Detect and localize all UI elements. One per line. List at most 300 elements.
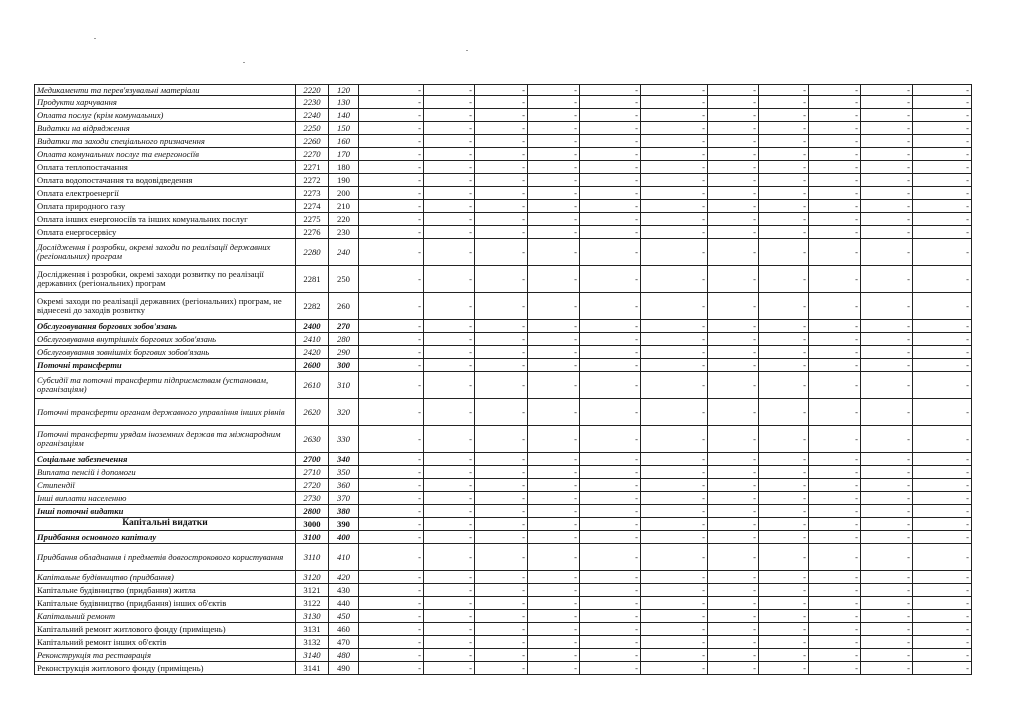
row-line-code: 150 [329, 122, 359, 135]
empty-value-cell [424, 346, 475, 359]
empty-value-cell [708, 109, 759, 122]
row-line-code: 290 [329, 346, 359, 359]
empty-value-cell [809, 597, 861, 610]
empty-value-cell [475, 544, 528, 571]
empty-value-cell [809, 333, 861, 346]
empty-value-cell [359, 584, 424, 597]
row-name: Дослідження і розробки, окремі заходи розвитку по реалізації державних (регіональних) програм [35, 266, 296, 293]
empty-value-cell [809, 346, 861, 359]
empty-value-cell [861, 122, 913, 135]
empty-value-cell [359, 96, 424, 109]
row-line-code: 160 [329, 135, 359, 148]
empty-value-cell [528, 466, 580, 479]
row-kekv-code: 2410 [296, 333, 329, 346]
empty-value-cell [475, 135, 528, 148]
empty-value-cell [528, 636, 580, 649]
table-row [35, 320, 972, 333]
empty-value-cell [759, 346, 809, 359]
table-row [35, 531, 972, 544]
table-row [35, 466, 972, 479]
empty-value-cell [913, 372, 972, 399]
empty-value-cell [359, 293, 424, 320]
empty-value-cell [528, 85, 580, 96]
empty-value-cell [809, 544, 861, 571]
empty-value-cell [580, 346, 641, 359]
row-kekv-code: 2720 [296, 479, 329, 492]
empty-value-cell [424, 96, 475, 109]
empty-value-cell [359, 372, 424, 399]
empty-value-cell [913, 466, 972, 479]
empty-value-cell [759, 531, 809, 544]
empty-value-cell [580, 293, 641, 320]
empty-value-cell [641, 226, 708, 239]
row-kekv-code: 2260 [296, 135, 329, 148]
row-name: Стипендії [35, 479, 296, 492]
empty-value-cell [861, 492, 913, 505]
empty-value-cell [913, 213, 972, 226]
empty-value-cell [809, 122, 861, 135]
empty-value-cell [528, 161, 580, 174]
empty-value-cell [424, 293, 475, 320]
empty-value-cell [641, 213, 708, 226]
empty-value-cell [708, 518, 759, 531]
empty-value-cell [475, 266, 528, 293]
empty-value-cell [359, 518, 424, 531]
empty-value-cell [528, 346, 580, 359]
empty-value-cell [475, 187, 528, 200]
empty-value-cell [580, 174, 641, 187]
empty-value-cell [809, 518, 861, 531]
empty-value-cell [424, 505, 475, 518]
empty-value-cell [913, 174, 972, 187]
empty-value-cell [641, 293, 708, 320]
empty-value-cell [424, 174, 475, 187]
table-row [35, 426, 972, 453]
row-name: Виплата пенсій і допомоги [35, 466, 296, 479]
empty-value-cell [580, 505, 641, 518]
row-kekv-code: 3130 [296, 610, 329, 623]
empty-value-cell [641, 109, 708, 122]
empty-value-cell [708, 544, 759, 571]
empty-value-cell [913, 346, 972, 359]
table-body [35, 85, 972, 675]
empty-value-cell [528, 372, 580, 399]
table-row [35, 239, 972, 266]
empty-value-cell [475, 239, 528, 266]
empty-value-cell [641, 96, 708, 109]
empty-value-cell [759, 266, 809, 293]
empty-value-cell [809, 148, 861, 161]
empty-value-cell [424, 531, 475, 544]
empty-value-cell [641, 597, 708, 610]
empty-value-cell [641, 479, 708, 492]
empty-value-cell [913, 109, 972, 122]
empty-value-cell [708, 466, 759, 479]
table-row [35, 623, 972, 636]
empty-value-cell [861, 571, 913, 584]
table-row [35, 293, 972, 320]
empty-value-cell [913, 320, 972, 333]
empty-value-cell [359, 531, 424, 544]
row-line-code: 130 [329, 96, 359, 109]
empty-value-cell [359, 148, 424, 161]
empty-value-cell [424, 187, 475, 200]
row-kekv-code: 2420 [296, 346, 329, 359]
empty-value-cell [809, 662, 861, 675]
empty-value-cell [708, 426, 759, 453]
row-kekv-code: 2710 [296, 466, 329, 479]
empty-value-cell [475, 122, 528, 135]
empty-value-cell [708, 148, 759, 161]
empty-value-cell [708, 333, 759, 346]
empty-value-cell [708, 372, 759, 399]
empty-value-cell [424, 239, 475, 266]
empty-value-cell [809, 479, 861, 492]
empty-value-cell [641, 426, 708, 453]
row-kekv-code: 2400 [296, 320, 329, 333]
empty-value-cell [580, 518, 641, 531]
empty-value-cell [528, 479, 580, 492]
empty-value-cell [861, 544, 913, 571]
empty-value-cell [475, 597, 528, 610]
row-name: Соціальне забезпечення [35, 453, 296, 466]
row-line-code: 190 [329, 174, 359, 187]
empty-value-cell [708, 135, 759, 148]
row-line-code: 180 [329, 161, 359, 174]
row-kekv-code: 2620 [296, 399, 329, 426]
empty-value-cell [759, 518, 809, 531]
empty-value-cell [759, 662, 809, 675]
empty-value-cell [424, 85, 475, 96]
empty-value-cell [424, 426, 475, 453]
empty-value-cell [913, 333, 972, 346]
row-line-code: 240 [329, 239, 359, 266]
empty-value-cell [759, 85, 809, 96]
empty-value-cell [641, 372, 708, 399]
empty-value-cell [424, 518, 475, 531]
row-name: Капітальне будівництво (придбання) інших об'єктів [35, 597, 296, 610]
empty-value-cell [424, 492, 475, 505]
empty-value-cell [913, 544, 972, 571]
empty-value-cell [861, 623, 913, 636]
empty-value-cell [359, 623, 424, 636]
table-row [35, 584, 972, 597]
empty-value-cell [475, 293, 528, 320]
empty-value-cell [641, 571, 708, 584]
empty-value-cell [359, 492, 424, 505]
empty-value-cell [861, 333, 913, 346]
table-row [35, 492, 972, 505]
empty-value-cell [475, 148, 528, 161]
empty-value-cell [708, 200, 759, 213]
row-name: Видатки та заходи спеціального призначення [35, 135, 296, 148]
empty-value-cell [424, 466, 475, 479]
empty-value-cell [424, 122, 475, 135]
table-row [35, 505, 972, 518]
row-name: Придбання основного капіталу [35, 531, 296, 544]
empty-value-cell [580, 226, 641, 239]
empty-value-cell [861, 96, 913, 109]
empty-value-cell [475, 85, 528, 96]
empty-value-cell [861, 649, 913, 662]
empty-value-cell [759, 226, 809, 239]
empty-value-cell [913, 662, 972, 675]
empty-value-cell [359, 426, 424, 453]
empty-value-cell [759, 96, 809, 109]
empty-value-cell [475, 200, 528, 213]
empty-value-cell [475, 492, 528, 505]
empty-value-cell [424, 610, 475, 623]
row-line-code: 280 [329, 333, 359, 346]
row-line-code: 300 [329, 359, 359, 372]
empty-value-cell [708, 174, 759, 187]
row-kekv-code: 2220 [296, 85, 329, 96]
empty-value-cell [475, 649, 528, 662]
row-name: Капітальне будівництво (придбання) житла [35, 584, 296, 597]
empty-value-cell [528, 610, 580, 623]
row-name: Продукти харчування [35, 96, 296, 109]
row-kekv-code: 3140 [296, 649, 329, 662]
empty-value-cell [580, 426, 641, 453]
empty-value-cell [424, 320, 475, 333]
empty-value-cell [913, 85, 972, 96]
table-row [35, 266, 972, 293]
row-name: Інші виплати населенню [35, 492, 296, 505]
empty-value-cell [359, 266, 424, 293]
empty-value-cell [359, 571, 424, 584]
empty-value-cell [641, 531, 708, 544]
empty-value-cell [641, 320, 708, 333]
empty-value-cell [861, 320, 913, 333]
empty-value-cell [580, 372, 641, 399]
table-row [35, 597, 972, 610]
empty-value-cell [913, 453, 972, 466]
row-name: Поточні трансферти органам державного управління інших рівнів [35, 399, 296, 426]
empty-value-cell [359, 239, 424, 266]
table-row [35, 479, 972, 492]
empty-value-cell [708, 161, 759, 174]
row-kekv-code: 2273 [296, 187, 329, 200]
empty-value-cell [641, 453, 708, 466]
row-line-code: 370 [329, 492, 359, 505]
empty-value-cell [708, 636, 759, 649]
empty-value-cell [809, 359, 861, 372]
empty-value-cell [580, 492, 641, 505]
row-name: Дослідження і розробки, окремі заходи по реалізації державних (регіональних) програм [35, 239, 296, 266]
row-line-code: 410 [329, 544, 359, 571]
row-name: Капітальний ремонт [35, 610, 296, 623]
empty-value-cell [759, 649, 809, 662]
empty-value-cell [528, 426, 580, 453]
table-row [35, 200, 972, 213]
empty-value-cell [580, 135, 641, 148]
empty-value-cell [759, 122, 809, 135]
empty-value-cell [528, 148, 580, 161]
empty-value-cell [359, 135, 424, 148]
row-line-code: 320 [329, 399, 359, 426]
empty-value-cell [359, 109, 424, 122]
empty-value-cell [759, 320, 809, 333]
empty-value-cell [580, 359, 641, 372]
empty-value-cell [759, 544, 809, 571]
empty-value-cell [809, 466, 861, 479]
empty-value-cell [861, 531, 913, 544]
row-line-code: 490 [329, 662, 359, 675]
empty-value-cell [809, 584, 861, 597]
empty-value-cell [809, 293, 861, 320]
empty-value-cell [528, 453, 580, 466]
table-row [35, 213, 972, 226]
table-row [35, 571, 972, 584]
empty-value-cell [424, 226, 475, 239]
empty-value-cell [424, 200, 475, 213]
empty-value-cell [641, 122, 708, 135]
empty-value-cell [913, 266, 972, 293]
empty-value-cell [359, 161, 424, 174]
row-line-code: 270 [329, 320, 359, 333]
row-kekv-code: 2700 [296, 453, 329, 466]
table-row [35, 109, 972, 122]
empty-value-cell [809, 135, 861, 148]
empty-value-cell [424, 399, 475, 426]
row-line-code: 210 [329, 200, 359, 213]
row-name: Обслуговування зовнішніх боргових зобов'язань [35, 346, 296, 359]
empty-value-cell [580, 122, 641, 135]
empty-value-cell [580, 479, 641, 492]
row-line-code: 430 [329, 584, 359, 597]
empty-value-cell [913, 531, 972, 544]
row-name: Субсидії та поточні трансферти підприємствам (установам, організаціям) [35, 372, 296, 399]
empty-value-cell [861, 426, 913, 453]
empty-value-cell [759, 213, 809, 226]
row-name: Обслуговування боргових зобов'язань [35, 320, 296, 333]
empty-value-cell [475, 518, 528, 531]
empty-value-cell [424, 359, 475, 372]
empty-value-cell [759, 333, 809, 346]
empty-value-cell [913, 649, 972, 662]
empty-value-cell [580, 333, 641, 346]
row-kekv-code: 2600 [296, 359, 329, 372]
empty-value-cell [759, 597, 809, 610]
empty-value-cell [809, 161, 861, 174]
empty-value-cell [708, 479, 759, 492]
empty-value-cell [641, 518, 708, 531]
table-row [35, 399, 972, 426]
empty-value-cell [528, 213, 580, 226]
empty-value-cell [359, 544, 424, 571]
empty-value-cell [528, 135, 580, 148]
empty-value-cell [913, 200, 972, 213]
empty-value-cell [913, 571, 972, 584]
row-kekv-code: 2230 [296, 96, 329, 109]
empty-value-cell [528, 518, 580, 531]
table-row [35, 610, 972, 623]
empty-value-cell [641, 623, 708, 636]
empty-value-cell [809, 453, 861, 466]
row-name: Оплата природного газу [35, 200, 296, 213]
empty-value-cell [913, 161, 972, 174]
empty-value-cell [641, 161, 708, 174]
empty-value-cell [913, 623, 972, 636]
row-line-code: 230 [329, 226, 359, 239]
empty-value-cell [708, 662, 759, 675]
row-kekv-code: 3132 [296, 636, 329, 649]
empty-value-cell [861, 662, 913, 675]
empty-value-cell [528, 544, 580, 571]
empty-value-cell [528, 122, 580, 135]
empty-value-cell [528, 266, 580, 293]
empty-value-cell [759, 161, 809, 174]
row-name: Капітальний ремонт житлового фонду (приміщень) [35, 623, 296, 636]
empty-value-cell [475, 662, 528, 675]
empty-value-cell [708, 85, 759, 96]
empty-value-cell [528, 492, 580, 505]
row-line-code: 470 [329, 636, 359, 649]
empty-value-cell [861, 518, 913, 531]
empty-value-cell [641, 200, 708, 213]
row-line-code: 450 [329, 610, 359, 623]
empty-value-cell [913, 584, 972, 597]
empty-value-cell [528, 200, 580, 213]
row-line-code: 250 [329, 266, 359, 293]
empty-value-cell [475, 359, 528, 372]
table-row [35, 333, 972, 346]
empty-value-cell [475, 320, 528, 333]
row-name: Поточні трансферти урядам іноземних держав та міжнародним організаціям [35, 426, 296, 453]
row-kekv-code: 3110 [296, 544, 329, 571]
empty-value-cell [475, 213, 528, 226]
empty-value-cell [641, 610, 708, 623]
empty-value-cell [580, 266, 641, 293]
empty-value-cell [528, 399, 580, 426]
empty-value-cell [861, 85, 913, 96]
empty-value-cell [641, 662, 708, 675]
empty-value-cell [641, 333, 708, 346]
empty-value-cell [861, 479, 913, 492]
empty-value-cell [359, 122, 424, 135]
empty-value-cell [913, 426, 972, 453]
empty-value-cell [708, 187, 759, 200]
empty-value-cell [641, 636, 708, 649]
empty-value-cell [913, 96, 972, 109]
empty-value-cell [580, 571, 641, 584]
row-kekv-code: 3131 [296, 623, 329, 636]
empty-value-cell [580, 109, 641, 122]
empty-value-cell [580, 531, 641, 544]
row-kekv-code: 2281 [296, 266, 329, 293]
empty-value-cell [580, 584, 641, 597]
empty-value-cell [809, 85, 861, 96]
empty-value-cell [359, 662, 424, 675]
empty-value-cell [580, 597, 641, 610]
row-kekv-code: 2276 [296, 226, 329, 239]
empty-value-cell [424, 597, 475, 610]
row-line-code: 340 [329, 453, 359, 466]
empty-value-cell [759, 372, 809, 399]
empty-value-cell [759, 109, 809, 122]
empty-value-cell [759, 610, 809, 623]
empty-value-cell [475, 399, 528, 426]
row-name: Придбання обладнання і предметів довгострокового користування [35, 544, 296, 571]
row-kekv-code: 3122 [296, 597, 329, 610]
empty-value-cell [580, 187, 641, 200]
table-row [35, 359, 972, 372]
row-kekv-code: 2272 [296, 174, 329, 187]
empty-value-cell [708, 266, 759, 293]
empty-value-cell [528, 239, 580, 266]
table-row [35, 174, 972, 187]
empty-value-cell [359, 399, 424, 426]
